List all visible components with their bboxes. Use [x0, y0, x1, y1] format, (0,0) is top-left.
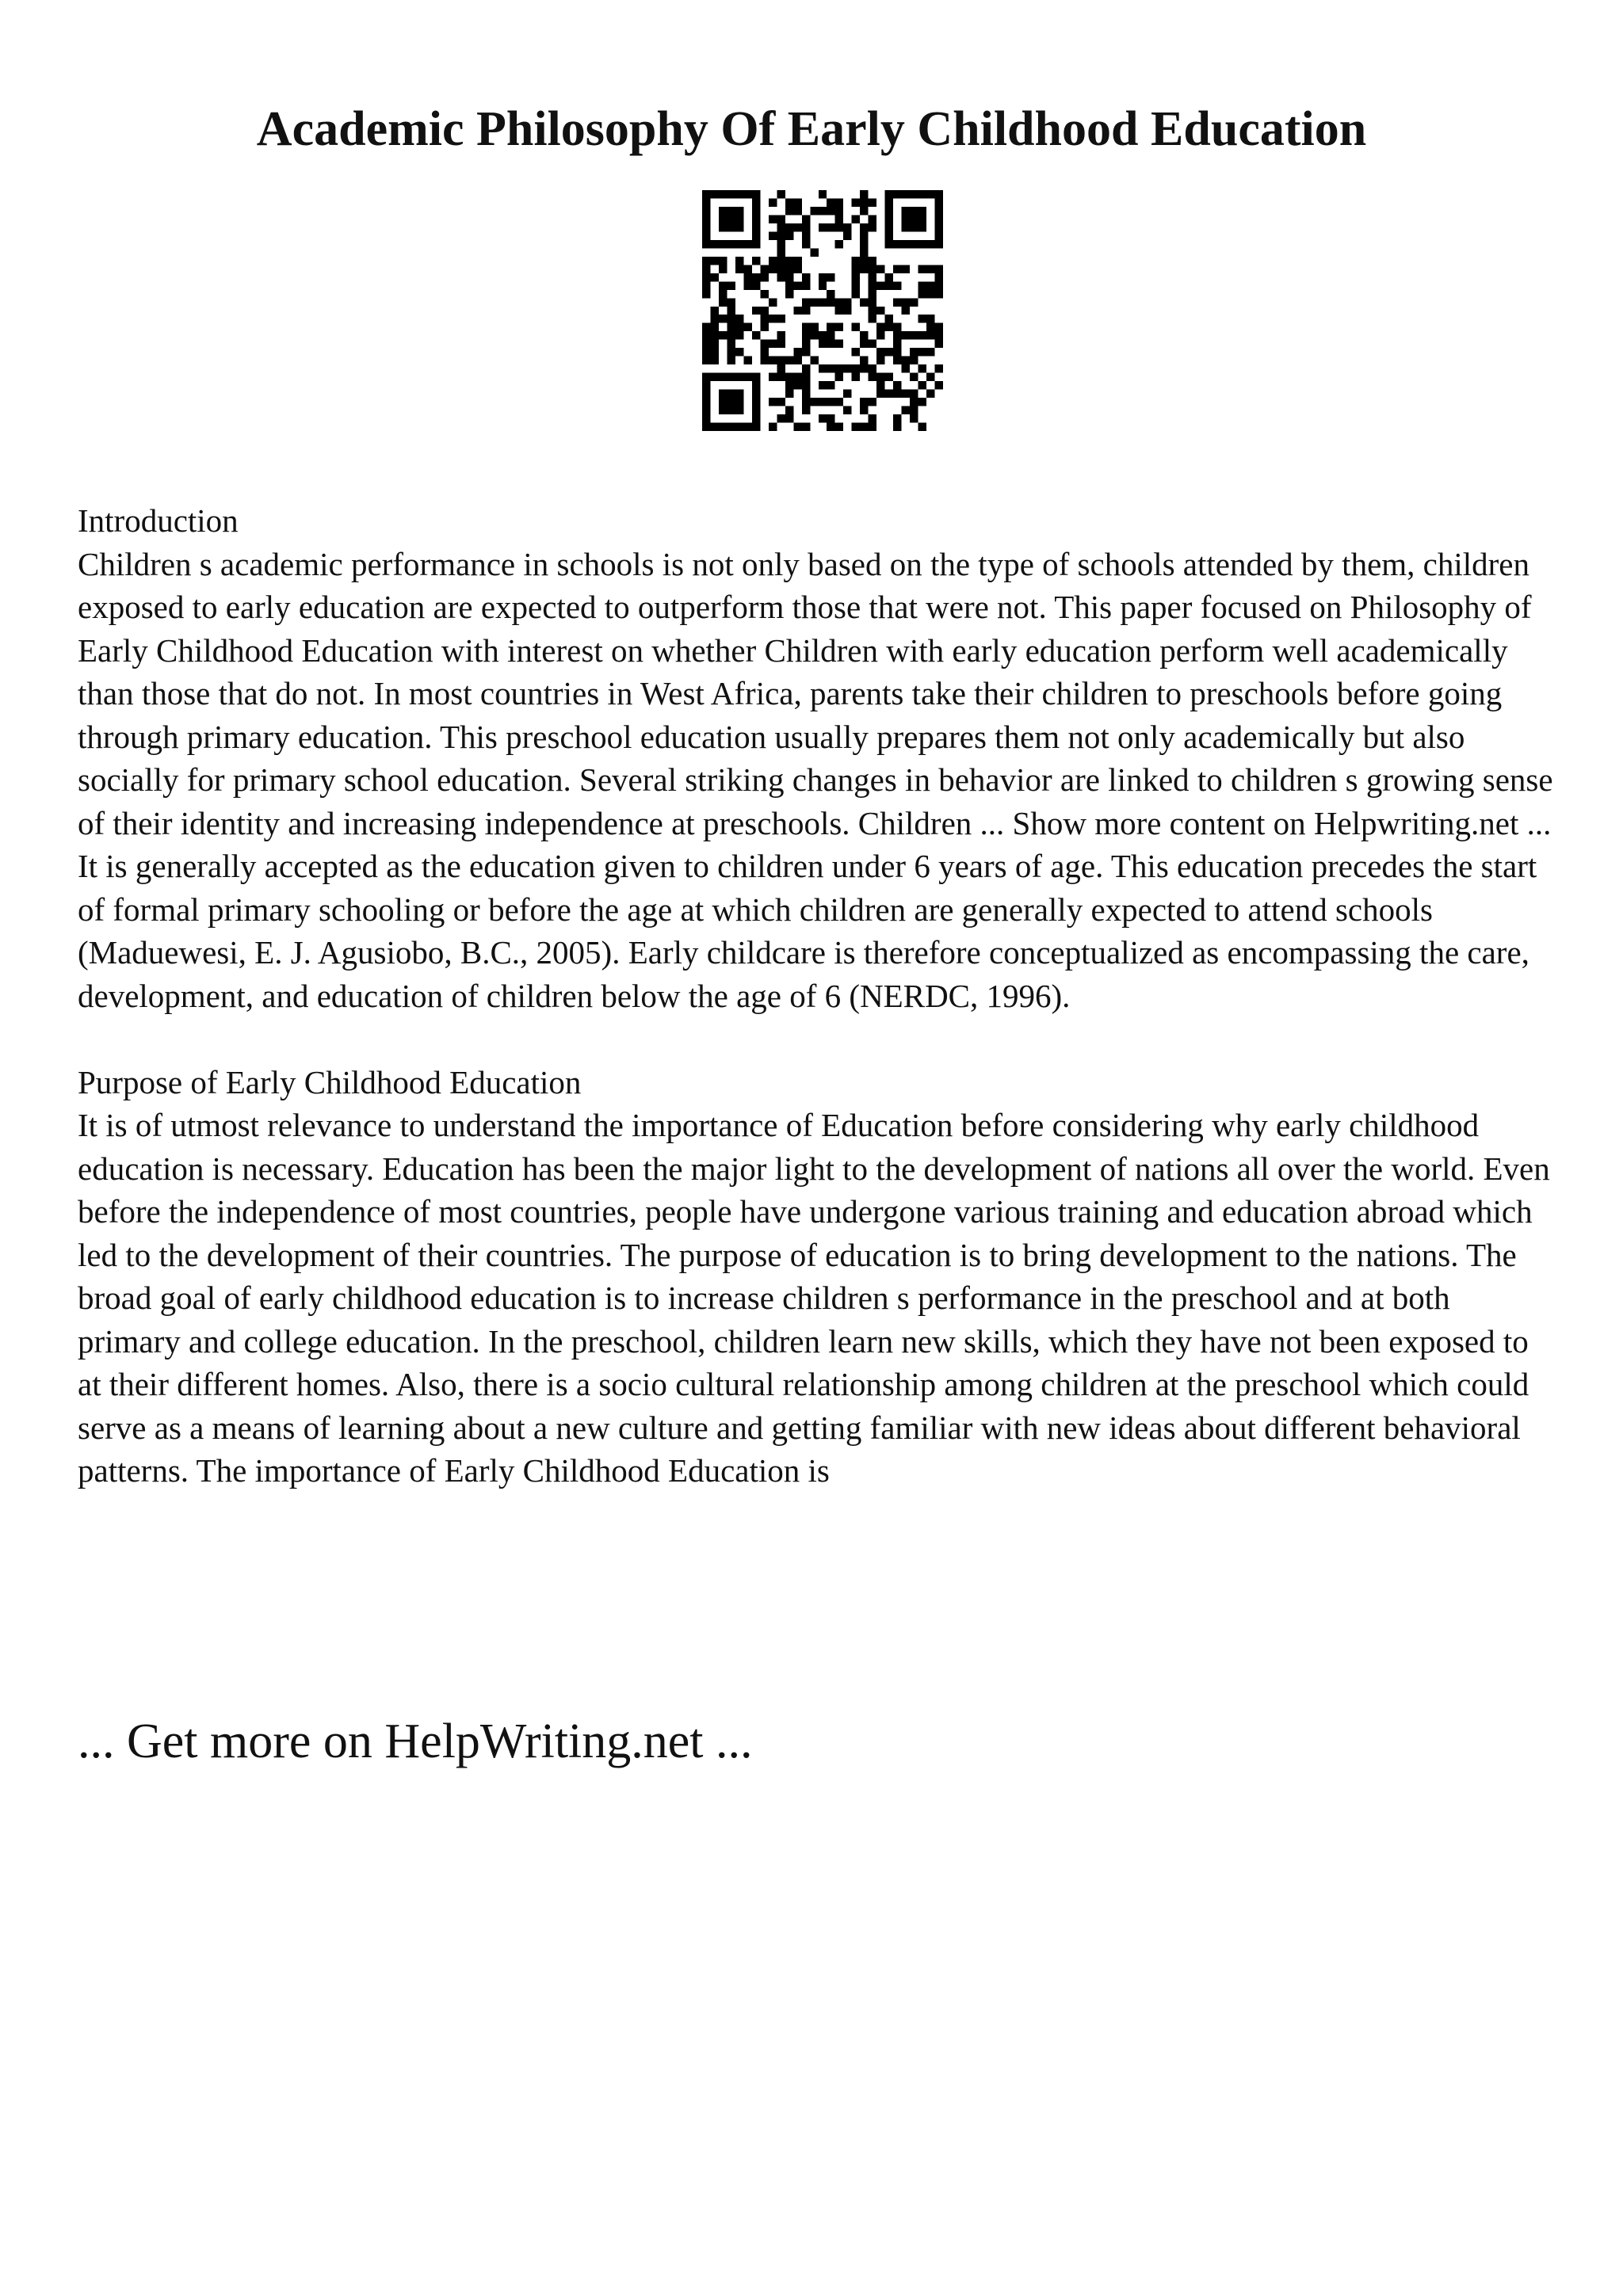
- purpose-paragraph-1: It is of utmost relevance to understand the importance of Education before considering why early childhood education is necessary. Education has been the major light to the development of nations all over the world. Even before the independence of most countries, people have undergone various training and education abroad which led to the development of their countries. The purpose of education is to bring development to the nations. The broad goal of early childhood education is to increase children s performance in the preschool and at both primary and college education. In the preschool, children learn new skills, which they have not been exposed to at their different homes. Also, there is a socio cultural relationship among children at the preschool which could serve as a means of learning about a new culture and getting familiar with new ideas about different behavioral patterns. The importance of Early Childhood Education is: [78, 1107, 1550, 1489]
- get-more-link[interactable]: ... Get more on HelpWriting.net ...: [78, 1714, 753, 1768]
- section-heading-introduction: Introduction: [78, 502, 239, 539]
- section-heading-purpose: Purpose of Early Childhood Education: [78, 1063, 582, 1100]
- section-gap: [78, 1017, 1560, 1061]
- document-body: [78, 499, 1560, 1493]
- page-title: Academic Philosophy Of Early Childhood Education: [256, 102, 1367, 156]
- qr-code-icon: [702, 190, 943, 431]
- intro-paragraph-2: It is generally accepted as the education given to children under 6 years of age. This education precedes the start of formal primary schooling or before the age at which children are generally expected to attend schools (Maduewesi, E. J. Agusiobo, B.C., 2005). Early childcare is therefore conceptualized as encompassing the care, development, and education of children below the age of 6 (NERDC, 1996).: [78, 848, 1537, 1014]
- intro-paragraph-1: Children s academic performance in schools is not only based on the type of schools attended by them, children exposed to early education are expected to outperform those that were not. This paper focused on Philosophy of Early Childhood Education with interest on whether Children with early education perform well academically than those that do not. In most countries in West Africa, parents take their children to preschools before going through primary education. This preschool education usually prepares them not only academically but also socially for primary school education. Several striking changes in behavior are linked to children s growing sense of their identity and increasing independence at preschools. Children ... Show more content on Helpwriting.net ...: [78, 545, 1553, 841]
